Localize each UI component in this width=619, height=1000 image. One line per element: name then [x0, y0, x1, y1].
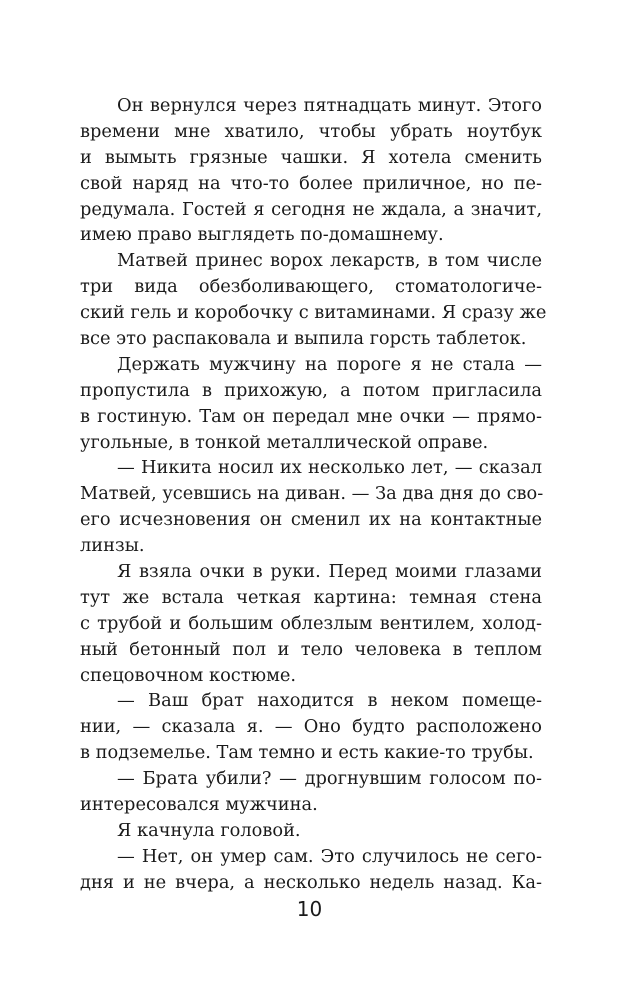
- text-line: в подземелье. Там темно и есть какие-то трубы.: [80, 742, 534, 764]
- text-line: — Нет, он умер сам. Это случилось не сего-: [117, 845, 542, 867]
- text-line: тут же встала четкая картина: темная стена: [80, 586, 542, 608]
- text-line: с трубой и большим облезлым вентилем, холод-: [80, 612, 542, 634]
- text-line: ный бетонный пол и тело человека в теплом: [80, 638, 542, 660]
- text-line: дня и не вчера, а несколько недель назад. Ка-: [80, 871, 542, 893]
- text-line: пропустила в прихожую, а потом пригласила: [80, 379, 542, 401]
- text-line: три вида обезболивающего, стоматологиче-: [80, 276, 542, 298]
- text-line: ский гель и коробочку с витаминами. Я сразу же: [80, 302, 547, 324]
- text-line: редумала. Гостей я сегодня не ждала, а значит,: [80, 198, 542, 220]
- text-line: Он вернулся через пятнадцать минут. Этого: [117, 95, 542, 116]
- text-line: угольные, в тонкой металлической оправе.: [80, 431, 489, 453]
- text-line: Я качнула головой.: [117, 819, 301, 841]
- text-line: нии, — сказала я. — Оно будто расположено: [80, 716, 542, 738]
- text-line: — Брата убили? — дрогнувшим голосом по-: [117, 768, 542, 790]
- text-line: свой наряд на что-то более приличное, но пе-: [80, 172, 542, 194]
- text-line: все это распаковала и выпила горсть таблеток.: [80, 328, 527, 350]
- text-line: — Никита носил их несколько лет, — сказал: [117, 457, 542, 479]
- page-number: 10: [296, 897, 323, 921]
- text-line: Матвей принес ворох лекарств, в том числе: [117, 250, 542, 272]
- text-line: линзы.: [80, 535, 145, 557]
- text-line: его исчезновения он сменил их на контактные: [80, 509, 542, 531]
- text-line: в гостиную. Там он передал мне очки — прямо-: [80, 405, 542, 427]
- text-line: имею право выглядеть по-домашнему.: [80, 224, 444, 246]
- text-line: времени мне хватило, чтобы убрать ноутбук: [80, 120, 542, 142]
- text-line: и вымыть грязные чашки. Я хотела сменить: [80, 146, 542, 168]
- text-line: интересовался мужчина.: [80, 794, 318, 816]
- body-text: [80, 93, 547, 896]
- text-line: — Ваш брат находится в неком помеще-: [117, 690, 542, 712]
- text-line: спецовочном костюме.: [80, 664, 297, 686]
- text-line: Держать мужчину на пороге я не стала —: [117, 353, 542, 375]
- text-line: Я взяла очки в руки. Перед моими глазами: [117, 561, 542, 583]
- text-line: Матвей, усевшись на диван. — За два дня до сво-: [80, 483, 544, 505]
